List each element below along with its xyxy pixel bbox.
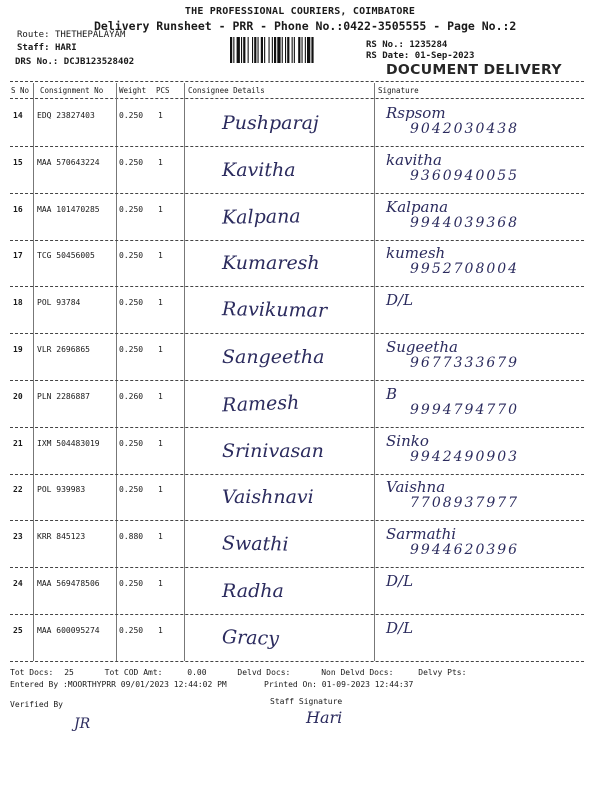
row-sno: 23 [13,532,23,541]
consignee-phone: 9944620396 [410,542,520,558]
printed-on: Printed On: 01-09-2023 12:44:37 [264,680,414,689]
tot-docs-label: Tot Docs: [10,668,54,677]
verified-by-label: Verified By [10,700,63,709]
row-consignment: MAA 569478506 [37,579,100,588]
row-weight: 0.880 [119,532,144,541]
consignee-name: Pushparaj [222,112,319,134]
staff-label: Staff: [17,43,50,53]
barcode-bar [237,37,240,63]
consignee-phone: 9677333679 [410,355,520,371]
col-weight: Weight [119,86,147,95]
footer-totals [10,668,466,677]
row-consignment: IXM 504483019 [37,439,100,448]
barcode-bar [311,37,313,63]
tot-docs-value: 25 [64,668,74,677]
consignee-name: Ramesh [221,391,300,417]
tot-cod-label: Tot COD Amt: [104,668,163,677]
consignee-phone: 9942490903 [410,449,520,465]
barcode-bar [282,37,283,63]
row-weight: 0.250 [119,251,144,260]
row-weight: 0.250 [119,111,144,120]
barcode-bar [294,37,295,63]
barcode-bar [264,37,265,63]
consignee-name: Vaishnavi [222,486,314,508]
row-pcs: 1 [158,111,163,120]
col-divider [374,83,375,661]
rs-date-line [366,51,474,61]
row-sno: 19 [13,345,23,354]
row-separator [10,286,584,287]
row-weight: 0.250 [119,158,144,167]
row-consignment: EDQ 23827403 [37,111,95,120]
row-weight: 0.250 [119,205,144,214]
signature: Vaishna [386,478,446,496]
barcode-bar [233,37,234,63]
row-pcs: 1 [158,251,163,260]
signature: Sugeetha [386,338,458,356]
rs-no-line [366,40,447,50]
barcode-bar [285,37,286,63]
signature: D/L [386,291,414,309]
barcode-bar [241,37,242,63]
row-sno: 14 [13,111,23,120]
barcode-bar [287,37,289,63]
barcode-bar [230,37,232,63]
col-divider [116,83,117,661]
row-pcs: 1 [158,298,163,307]
barcode-bar [305,37,306,63]
rs-date-value: 01-Sep-2023 [414,51,475,61]
staff-line [17,43,77,53]
row-consignment: MAA 101470285 [37,205,100,214]
header-top-rule [10,81,584,82]
signature: Rspsom [386,104,446,122]
barcode-bar [269,37,270,63]
row-pcs: 1 [158,345,163,354]
consignee-phone: 9994794770 [410,402,520,418]
signature: D/L [386,572,414,590]
consignee-phone: 9360940055 [410,168,520,184]
row-weight: 0.250 [119,439,144,448]
row-sno: 22 [13,485,23,494]
consignee-phone: 9042030438 [410,121,520,137]
entered-by: Entered By :MOORTHYPRR 09/01/2023 12:44:02 PM [10,680,227,689]
row-separator [10,427,584,428]
signature: Kalpana [386,198,449,216]
row-separator [10,193,584,194]
signature: B [386,385,398,403]
barcode-bar [248,37,249,63]
consignee-name: Swathi [221,532,289,556]
consignee-phone: 9944039368 [410,215,520,231]
row-pcs: 1 [158,485,163,494]
consignee-phone: 9952708004 [410,261,520,277]
header-bottom-rule [10,98,584,99]
consignee-name: Kumaresh [222,252,320,274]
row-separator [10,333,584,334]
col-signature: Signature [378,86,419,95]
signature: kumesh [386,244,446,262]
consignee-name: Kalpana [221,205,301,229]
barcode-bar [258,37,259,63]
row-pcs: 1 [158,439,163,448]
row-separator [10,146,584,147]
drs-label: DRS No.: [15,57,59,67]
col-divider [33,83,34,661]
row-separator [10,380,584,381]
row-sno: 21 [13,439,23,448]
row-pcs: 1 [158,392,163,401]
drs-value: DCJB123528402 [63,57,135,67]
row-weight: 0.250 [119,485,144,494]
row-separator [10,614,584,615]
row-separator [10,240,584,241]
barcode-bar [307,37,310,63]
verified-by-signature: JR [74,716,91,732]
barcode-bar [298,37,300,63]
row-sno: 16 [13,205,23,214]
col-consignee: Consignee Details [188,86,265,95]
signature: Sarmathi [386,525,457,543]
row-sno: 24 [13,579,23,588]
row-separator [10,520,584,521]
barcode-bar [261,37,263,63]
row-weight: 0.260 [119,392,144,401]
row-separator [10,661,584,662]
col-pcs: PCS [156,86,170,95]
runsheet-title: Delivery Runsheet - PRR - Phone No.:0422-3505555 - Page No.:2 [94,19,517,33]
row-consignment: MAA 570643224 [37,158,100,167]
barcode-bar [243,37,245,63]
barcode-bar [254,37,256,63]
row-sno: 15 [13,158,23,167]
rs-date-label: RS Date: [366,51,410,61]
row-pcs: 1 [158,205,163,214]
company-title: THE PROFESSIONAL COURIERS, COIMBATORE [184,6,416,17]
barcode-bar [277,37,280,63]
signature: kavitha [386,151,442,169]
barcode-bar [274,37,276,63]
consignee-name: Gracy [221,626,280,650]
consignee-phone: 7708937977 [410,495,520,511]
row-separator [10,567,584,568]
barcode-bar [252,37,253,63]
row-sno: 20 [13,392,23,401]
staff-signature: Hari [306,708,343,727]
delvd-docs-label: Delvd Docs: [237,668,291,677]
row-pcs: 1 [158,579,163,588]
document-delivery-stamp: DOCUMENT DELIVERY [386,62,562,78]
row-separator [10,474,584,475]
row-sno: 25 [13,626,23,635]
col-consignment: Consignment No [40,86,104,95]
row-consignment: KRR 845123 [37,532,86,541]
consignee-name: Radha [222,580,284,602]
row-consignment: MAA 600095274 [37,626,100,635]
signature: D/L [386,619,414,637]
row-pcs: 1 [158,158,163,167]
row-weight: 0.250 [119,579,144,588]
barcode-bar [272,37,273,63]
row-consignment: POL 939983 [37,485,86,494]
col-sno: S No [11,86,30,95]
row-consignment: VLR 2696865 [37,345,90,354]
drs-line [15,57,134,67]
barcode [230,37,358,63]
row-consignment: PLN 2286887 [37,392,90,401]
consignee-name: Kavitha [222,159,296,181]
non-delvd-docs-label: Non Delvd Docs: [321,668,394,677]
row-pcs: 1 [158,626,163,635]
row-consignment: POL 93784 [37,298,81,307]
row-weight: 0.250 [119,298,144,307]
row-consignment: TCG 50456005 [37,251,95,260]
delvy-pts-label: Delvy Pts: [418,668,467,677]
staff-value: HARI [54,43,77,53]
row-pcs: 1 [158,532,163,541]
route-line [17,30,125,40]
consignee-name: Srinivasan [222,440,324,462]
barcode-bar [292,37,293,63]
barcode-bar [302,37,303,63]
row-weight: 0.250 [119,345,144,354]
col-divider [184,83,185,661]
route-label: Route: [17,30,50,40]
route-value: THETHEPALAYAM [54,30,126,40]
rs-no-label: RS No.: [366,40,404,50]
staff-signature-label: Staff Signature [270,697,343,706]
row-weight: 0.250 [119,626,144,635]
row-sno: 18 [13,298,23,307]
signature: Sinko [386,432,429,450]
tot-cod-value: 0.00 [187,668,207,677]
rs-no-value: 1235284 [409,40,448,50]
consignee-name: Ravikumar [221,298,328,322]
consignee-name: Sangeetha [222,346,325,368]
row-sno: 17 [13,251,23,260]
